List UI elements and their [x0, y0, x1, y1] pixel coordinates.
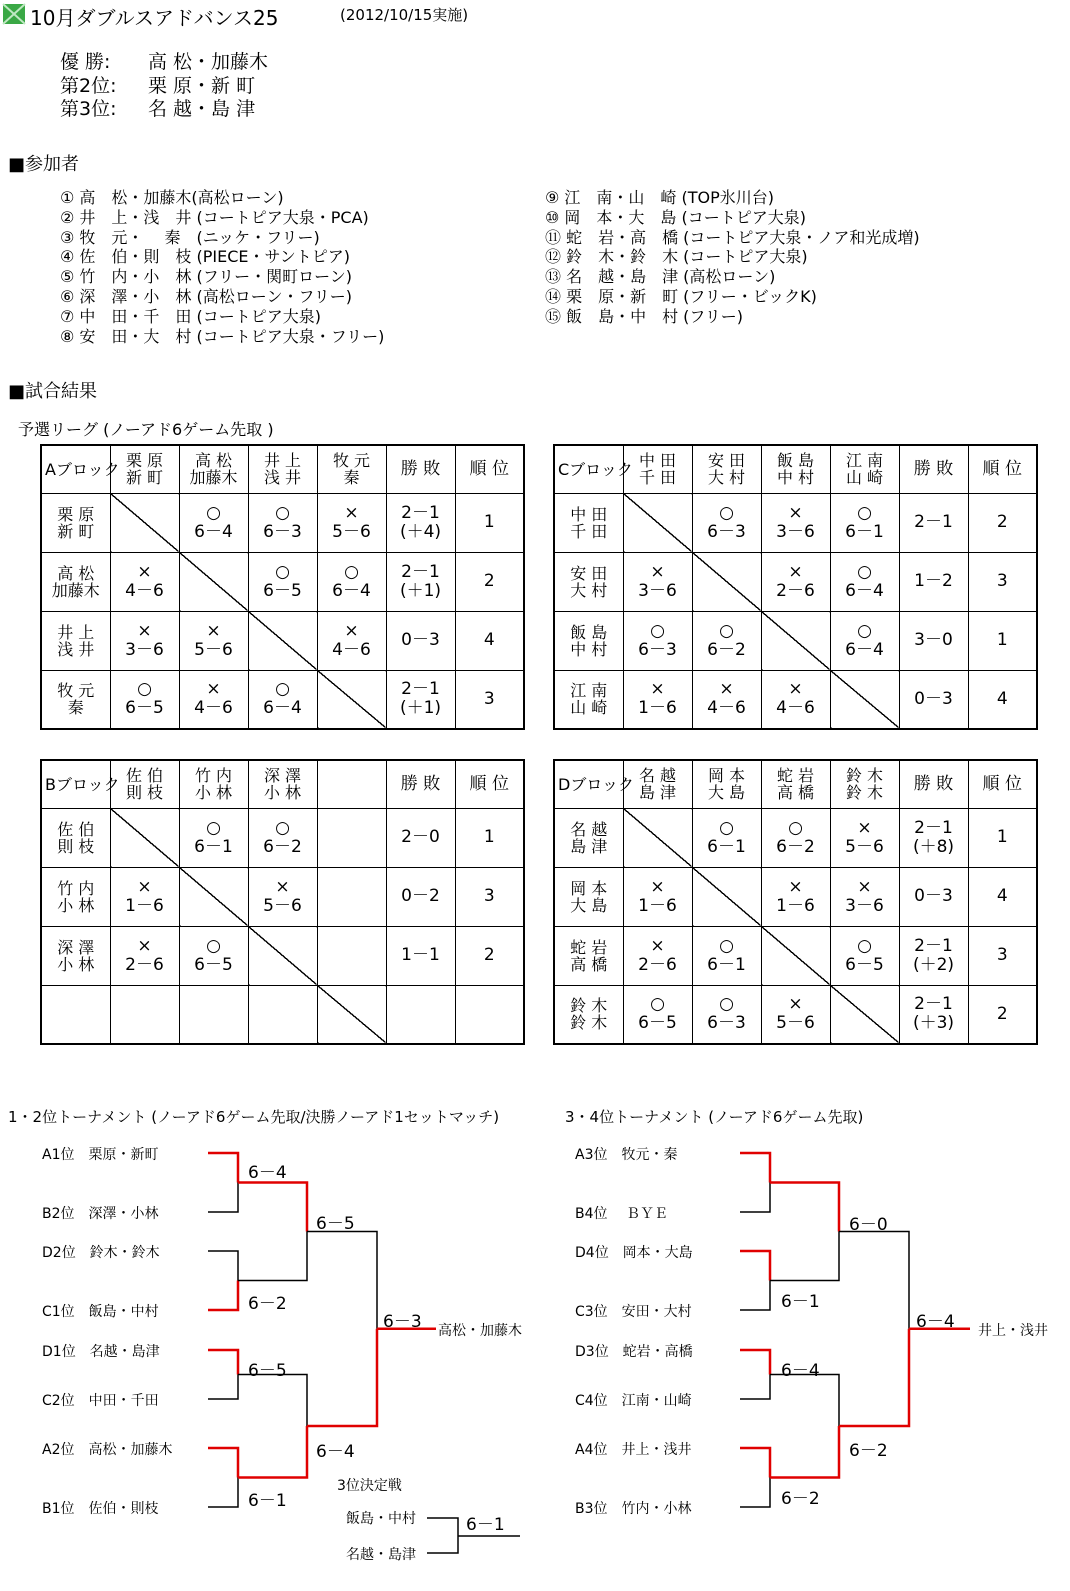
win-loss-mark: × [788, 502, 803, 523]
bracket-line [427, 1518, 458, 1536]
win-loss-mark: × [275, 876, 290, 897]
bracket-line [307, 1329, 377, 1426]
bracket-entry: D1位 名越・島津 [42, 1344, 160, 1360]
match-score: 4－6 [776, 698, 815, 719]
win-loss-mark: × [650, 935, 665, 956]
match-results-heading: ■試合結果 [8, 381, 98, 402]
match-score: 6－1 [845, 521, 884, 542]
participant-entry: ⑧ 安 田・大 村 (コートピア大泉・フリー) [60, 326, 385, 346]
match-score: 3－6 [125, 639, 164, 660]
bracket-entry: C4位 江南・山崎 [575, 1393, 692, 1409]
record-value: 2－1 [401, 502, 440, 523]
player-name: 鈴 木 [845, 783, 884, 803]
record-value: 3－0 [914, 630, 953, 650]
bracket-line [770, 1426, 839, 1478]
win-loss-mark: × [650, 561, 665, 582]
player-name: 加藤木 [51, 580, 100, 600]
game-diff: (＋1) [399, 580, 442, 601]
match-score: 4－6 [332, 639, 371, 660]
bracket-line [208, 1183, 238, 1213]
participant-entry: ⑤ 竹 内・小 林 (フリー・関町ローン) [60, 267, 353, 287]
rank-cell: 4 [968, 867, 1037, 926]
bracket-entry: A2位 高松・加藤木 [42, 1442, 173, 1458]
record-value: 2－1 [914, 512, 953, 532]
match-score: 6－0 [849, 1215, 888, 1235]
player-name: 蛇 岩 [570, 937, 608, 957]
result-label: 優 勝: [60, 51, 111, 73]
match-score: 5－6 [845, 836, 884, 857]
rank-cell: 3 [968, 926, 1037, 985]
match-score: 6－4 [316, 1442, 355, 1462]
match-score: 6－2 [263, 836, 302, 857]
bracket-line [740, 1448, 770, 1478]
tournament1-winner: 高松・加藤木 [438, 1322, 522, 1339]
match-score: 2－6 [125, 954, 164, 975]
rank-cell: 3 [455, 867, 524, 926]
win-loss-mark: ○ [719, 994, 734, 1015]
bracket-line [427, 1536, 458, 1553]
match-score: 1－6 [638, 895, 677, 916]
player-name: 小 林 [194, 783, 233, 803]
player-name: 名 越 [638, 766, 677, 786]
player-name: 井 上 [263, 451, 302, 471]
win-loss-mark: ○ [650, 994, 665, 1015]
rank-cell: 2 [455, 552, 524, 611]
bracket-line [208, 1478, 238, 1508]
bracket-entry: C2位 中田・千田 [42, 1393, 159, 1409]
rank-cell: 4 [968, 670, 1037, 729]
match-score: 6－2 [781, 1489, 820, 1509]
match-score: 6－1 [248, 1491, 287, 1511]
win-loss-mark: ○ [275, 561, 290, 582]
win-loss-mark: × [137, 561, 152, 582]
bracket-line [238, 1183, 307, 1232]
win-loss-mark: × [788, 876, 803, 897]
match-score: 6－1 [707, 836, 746, 857]
rank-cell: 2 [968, 493, 1037, 552]
participant-entry: ⑨ 江 南・山 崎 (TOP氷川台) [545, 188, 775, 207]
player-name: 大 村 [570, 580, 608, 600]
match-score: 6－3 [707, 1013, 746, 1034]
win-loss-mark: × [650, 679, 665, 700]
match-score: 6－4 [248, 1163, 287, 1183]
match-score: 2－6 [776, 580, 815, 601]
player-name: 高 松 [57, 563, 95, 583]
match-score: 6－5 [316, 1214, 355, 1234]
match-score: 6－2 [248, 1294, 287, 1314]
match-score: 6－5 [263, 580, 302, 601]
player-name: 佐 伯 [57, 819, 95, 839]
match-score: 3－6 [638, 580, 677, 601]
player-name: 岡 本 [570, 878, 608, 898]
player-name: 中 村 [570, 639, 608, 659]
bracket-entry: A3位 牧元・秦 [575, 1147, 678, 1163]
player-name: 深 澤 [57, 937, 95, 957]
player-name: 飯 島 [776, 451, 815, 471]
player-name: 中 田 [638, 451, 677, 471]
player-name: 鈴 木 [570, 1013, 608, 1033]
player-name: 小 林 [57, 954, 95, 974]
record-value: 2－1 [914, 817, 953, 838]
match-score: 5－6 [776, 1013, 815, 1034]
bracket-entry: B2位 深澤・小林 [42, 1206, 159, 1222]
player-name: 浅 井 [263, 468, 302, 488]
player-name: 秦 [343, 468, 360, 488]
player-name: 鈴 木 [570, 996, 608, 1016]
match-score: 6－4 [263, 698, 302, 719]
player-name: 江 南 [570, 681, 608, 701]
match-score: 6－3 [383, 1312, 422, 1332]
player-name: 栗 原 [125, 451, 164, 471]
player-name: 小 林 [263, 783, 302, 803]
win-loss-mark: ○ [206, 817, 221, 838]
player-name: 中 村 [776, 468, 815, 488]
record-header: 勝 敗 [386, 445, 455, 493]
win-loss-mark: × [137, 620, 152, 641]
result-names: 高 松・加藤木 [148, 51, 269, 73]
player-name: 加藤木 [189, 468, 238, 488]
bracket-line [839, 1329, 909, 1426]
player-name: 山 崎 [570, 698, 608, 718]
win-loss-mark: ○ [206, 935, 221, 956]
win-loss-mark: ○ [275, 502, 290, 523]
match-score: 6－3 [638, 639, 677, 660]
bracket-line [238, 1426, 307, 1478]
record-value: 0－3 [401, 630, 440, 650]
result-names: 名 越・島 津 [148, 98, 256, 120]
player-name: 中 田 [570, 504, 608, 524]
player-name: 蛇 岩 [776, 766, 815, 786]
bracket-line [238, 1375, 307, 1427]
bracket-entry: C3位 安田・大村 [575, 1304, 692, 1320]
bracket-entry: A4位 井上・浅井 [575, 1442, 692, 1458]
record-value: 0－3 [914, 688, 953, 709]
player-name: 大 島 [570, 895, 608, 915]
participant-entry: ⑩ 岡 本・大 島 (コートピア大泉) [545, 207, 807, 227]
player-name: 山 崎 [845, 468, 884, 488]
match-score: 6－2 [707, 639, 746, 660]
win-loss-mark: ○ [275, 679, 290, 700]
record-value: 2－1 [914, 935, 953, 956]
player-name: 新 町 [57, 521, 95, 541]
record-value: 2－0 [401, 827, 440, 847]
win-loss-mark: ○ [137, 679, 152, 700]
rank-cell: 1 [968, 808, 1037, 867]
player-name: 深 澤 [263, 766, 302, 786]
player-name: 則 枝 [57, 836, 95, 856]
bracket-line [740, 1183, 770, 1213]
match-score: 6－2 [776, 836, 815, 857]
bracket-line [208, 1375, 238, 1400]
match-score: 6－5 [125, 698, 164, 719]
bracket-entry: 飯島・中村 [346, 1511, 416, 1527]
block-name: Bブロック [41, 760, 110, 808]
participant-entry: ⑫ 鈴 木・鈴 木 (コートピア大泉) [545, 247, 808, 267]
result-names: 栗 原・新 町 [148, 75, 256, 97]
bracket-line [307, 1232, 377, 1329]
participant-entry: ① 高 松・加藤木(高松ローン) [60, 188, 284, 207]
match-score: 3－6 [776, 521, 815, 542]
rank-header: 順 位 [455, 445, 524, 493]
record-value: 1－2 [914, 571, 953, 591]
participant-entry: ⑪ 蛇 岩・高 橋 (コートピア大泉・ノア和光成増) [545, 227, 920, 247]
win-loss-mark: ○ [719, 935, 734, 956]
player-name: 千 田 [638, 468, 677, 488]
match-score: 6－4 [781, 1361, 820, 1381]
bracket-line [238, 1232, 307, 1281]
win-loss-mark: × [788, 561, 803, 582]
match-score: 1－6 [638, 698, 677, 719]
win-loss-mark: ○ [719, 620, 734, 641]
match-score: 6－4 [332, 580, 371, 601]
win-loss-mark: × [857, 817, 872, 838]
bracket-line [770, 1375, 839, 1427]
win-loss-mark: × [137, 935, 152, 956]
bracket-entry: D2位 鈴木・鈴木 [42, 1245, 160, 1261]
win-loss-mark: ○ [857, 620, 872, 641]
record-value: 2－1 [401, 679, 440, 700]
bracket-line [770, 1232, 839, 1281]
win-loss-mark: × [344, 502, 359, 523]
player-name: 島 津 [570, 836, 608, 856]
participant-entry: ⑦ 中 田・千 田 (コートピア大泉) [60, 306, 322, 326]
tournament1-title: 1・2位トーナメント (ノーアド6ゲーム先取/決勝ノーアド1セットマッチ) [8, 1108, 500, 1126]
bracket-line [208, 1251, 238, 1281]
win-loss-mark: × [788, 994, 803, 1015]
match-score: 6－5 [194, 954, 233, 975]
tournament2-winner: 井上・浅井 [978, 1322, 1048, 1339]
record-value: 0－2 [401, 886, 440, 906]
player-name: 江 南 [845, 451, 884, 471]
participant-entry: ⑬ 名 越・島 津 (高松ローン) [545, 267, 776, 287]
win-loss-mark: ○ [275, 817, 290, 838]
win-loss-mark: × [137, 876, 152, 897]
win-loss-mark: ○ [344, 561, 359, 582]
block-name: Cブロック [554, 445, 623, 493]
page-title: 10月ダブルスアドバンス25 [30, 6, 279, 30]
player-name: 栗 原 [57, 504, 95, 524]
record-value: 0－3 [914, 886, 953, 906]
match-score: 6－2 [849, 1441, 888, 1461]
win-loss-mark: ○ [650, 620, 665, 641]
match-score: 3－6 [845, 895, 884, 916]
game-diff: (＋4) [399, 521, 442, 542]
player-name: 鈴 木 [845, 766, 884, 786]
game-diff: (＋2) [912, 954, 955, 975]
league-title: 予選リーグ (ノーアド6ゲーム先取 ) [18, 420, 274, 439]
player-name: 牧 元 [57, 681, 95, 701]
event-date: (2012/10/15実施) [340, 6, 469, 24]
match-score: 5－6 [263, 895, 302, 916]
rank-cell: 3 [968, 552, 1037, 611]
bracket-line [740, 1375, 770, 1400]
game-diff: (＋1) [399, 698, 442, 719]
win-loss-mark: × [206, 679, 221, 700]
match-score: 6－5 [248, 1361, 287, 1381]
win-loss-mark: ○ [857, 561, 872, 582]
player-name: 大 村 [707, 468, 746, 488]
tournament2-title: 3・4位トーナメント (ノーアド6ゲーム先取) [565, 1108, 864, 1126]
bracket-line [770, 1183, 839, 1232]
player-name: 高 橋 [570, 954, 608, 974]
win-loss-mark: × [719, 679, 734, 700]
match-score: 1－6 [125, 895, 164, 916]
match-score: 5－6 [332, 521, 371, 542]
bracket-entry: 名越・島津 [346, 1547, 416, 1563]
player-name: 安 田 [570, 563, 608, 583]
match-score: 2－6 [638, 954, 677, 975]
player-name: 小 林 [57, 895, 95, 915]
bracket-entry: D4位 岡本・大島 [575, 1245, 693, 1261]
win-loss-mark: ○ [857, 502, 872, 523]
win-loss-mark: × [650, 876, 665, 897]
win-loss-mark: × [788, 679, 803, 700]
bracket-entry: A1位 栗原・新町 [42, 1147, 159, 1163]
game-diff: (＋8) [912, 836, 955, 857]
result-label: 第2位: [60, 75, 117, 97]
participant-entry: ⑮ 飯 島・中 村 (フリー) [545, 306, 744, 326]
match-score: 4－6 [194, 698, 233, 719]
match-score: 6－1 [194, 836, 233, 857]
bracket-line [208, 1448, 238, 1478]
bracket-entry: B1位 佐伯・則枝 [42, 1501, 159, 1517]
bracket-entry: B4位 ＢＹＥ [575, 1206, 668, 1222]
win-loss-mark: ○ [857, 935, 872, 956]
player-name: 井 上 [57, 622, 95, 642]
rank-cell: 2 [455, 926, 524, 985]
bracket-line [208, 1281, 238, 1311]
participant-entry: ⑥ 深 澤・小 林 (高松ローン・フリー) [60, 286, 353, 306]
player-name: 高 松 [194, 451, 233, 471]
third-place-title: 3位決定戦 [337, 1478, 402, 1494]
player-name: 飯 島 [570, 622, 608, 642]
match-score: 6－3 [263, 521, 302, 542]
win-loss-mark: ○ [206, 502, 221, 523]
bracket-line [740, 1281, 770, 1311]
bracket-line [839, 1232, 909, 1329]
match-score: 6－4 [916, 1312, 955, 1332]
match-score: 6－5 [638, 1013, 677, 1034]
match-score: 6－4 [194, 521, 233, 542]
player-name: 秦 [67, 698, 84, 718]
win-loss-mark: × [344, 620, 359, 641]
participant-entry: ② 井 上・浅 井 (コートピア大泉・PCA) [60, 207, 369, 227]
rank-cell: 1 [455, 493, 524, 552]
match-score: 6－3 [707, 521, 746, 542]
record-value: 2－1 [914, 994, 953, 1015]
bracket-line [740, 1350, 770, 1375]
record-value: 1－1 [401, 945, 440, 965]
player-name: 佐 伯 [125, 766, 164, 786]
bracket-line [208, 1153, 238, 1183]
rank-cell: 1 [968, 611, 1037, 670]
win-loss-mark: ○ [719, 817, 734, 838]
player-name: 島 津 [638, 783, 677, 803]
player-name: 安 田 [707, 451, 746, 471]
win-loss-mark: × [857, 876, 872, 897]
player-name: 新 町 [125, 468, 164, 488]
rank-cell: 4 [455, 611, 524, 670]
record-header: 勝 敗 [899, 445, 968, 493]
bracket-line [740, 1478, 770, 1508]
rank-header: 順 位 [968, 445, 1037, 493]
player-name: 大 島 [707, 783, 746, 803]
match-score: 6－1 [707, 954, 746, 975]
rank-cell: 3 [455, 670, 524, 729]
participant-entry: ④ 佐 伯・則 枝 (PIECE・サントピア) [60, 247, 350, 267]
match-score: 6－5 [845, 954, 884, 975]
record-header: 勝 敗 [899, 760, 968, 808]
participant-entry: ③ 牧 元・ 秦 (ニッケ・フリー) [60, 227, 320, 247]
match-score: 6－4 [845, 580, 884, 601]
match-score: 4－6 [707, 698, 746, 719]
win-loss-mark: ○ [719, 502, 734, 523]
win-loss-mark: ○ [788, 817, 803, 838]
bracket-line [208, 1350, 238, 1375]
player-name: 岡 本 [707, 766, 746, 786]
record-header: 勝 敗 [386, 760, 455, 808]
match-score: 6－1 [781, 1292, 820, 1312]
player-name: 竹 内 [194, 766, 233, 786]
match-score: 4－6 [125, 580, 164, 601]
match-score: 1－6 [776, 895, 815, 916]
rank-header: 順 位 [455, 760, 524, 808]
participant-entry: ⑭ 栗 原・新 町 (フリー・ビックK) [545, 286, 817, 306]
result-label: 第3位: [60, 98, 117, 120]
bracket-line [740, 1251, 770, 1281]
match-score: 6－1 [466, 1515, 505, 1535]
player-name: 浅 井 [57, 639, 95, 659]
block-name: Aブロック [41, 445, 110, 493]
bracket-line [740, 1153, 770, 1183]
rank-header: 順 位 [968, 760, 1037, 808]
bracket-entry: B3位 竹内・小林 [575, 1501, 692, 1517]
bracket-entry: D3位 蛇岩・高橋 [575, 1344, 693, 1360]
win-loss-mark: × [206, 620, 221, 641]
player-name: 名 越 [570, 819, 608, 839]
player-name: 竹 内 [57, 878, 95, 898]
player-name: 牧 元 [332, 451, 371, 471]
rank-cell: 2 [968, 985, 1037, 1044]
participants-heading: ■参加者 [8, 154, 80, 175]
block-name: Dブロック [554, 760, 623, 808]
player-name: 高 橋 [776, 783, 815, 803]
bracket-entry: C1位 飯島・中村 [42, 1304, 159, 1320]
rank-cell: 1 [455, 808, 524, 867]
record-value: 2－1 [401, 561, 440, 582]
match-score: 6－4 [845, 639, 884, 660]
player-name: 千 田 [570, 521, 608, 541]
match-score: 5－6 [194, 639, 233, 660]
game-diff: (＋3) [912, 1013, 955, 1034]
player-name: 則 枝 [125, 783, 164, 803]
